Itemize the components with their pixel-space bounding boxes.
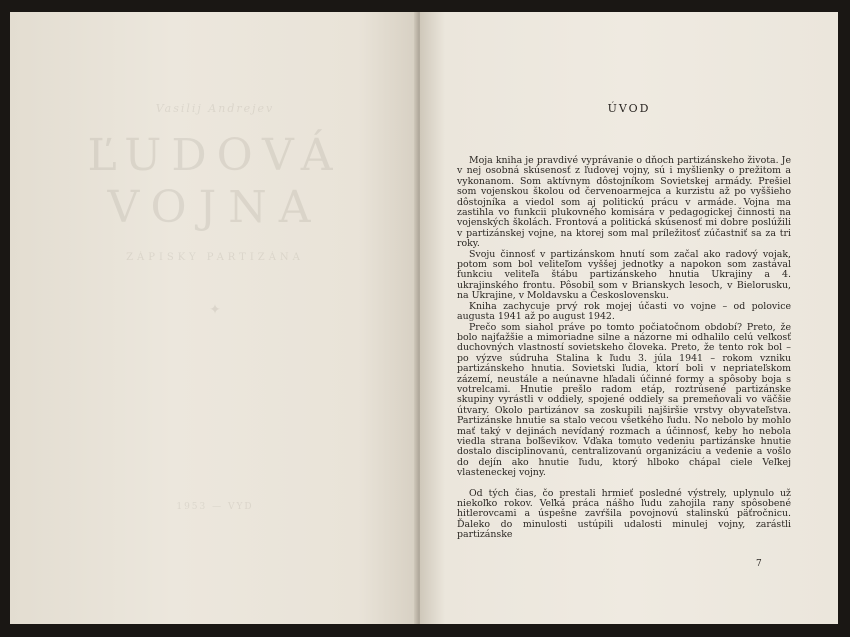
paragraph-2: Svoju činnosť v partizánskom hnutí som začal ako radový vojak, potom som bol veliteľom vyššej jednotky a napokon som zastával funkciu veliteľa štábu partizánskeho hnutia Ukrajiny a 4. ukrajinského frontu. Pôsobil som v Brianskych lesoch, v Bielorusku, na Ukrajine, v Moldavsku a Československu. (457, 248, 791, 302)
right-page (420, 12, 838, 624)
paragraph-5: Od tých čias, čo prestali hrmieť posledné výstrely, uplynulo už niekoľko rokov. Veľká práca nášho ľudu zahojila rany spôsobené hitlerovcami a úspešne zavŕšila povojnovú stalinskú päťročnicu. Ďaleko do minulosti ustúpili udalosti minulej vojny, zarástli partizánske (457, 487, 791, 541)
chapter-heading: ÚVOD (607, 102, 651, 115)
show-through-title-line-2: VOJNA (107, 182, 323, 233)
show-through-ornament-icon: ✦ (209, 302, 221, 318)
page-number: 7 (756, 559, 762, 569)
paragraph-3: Kniha zachycuje prvý rok mojej účasti vo vojne – od polovice augusta 1941 až po august 1942. (457, 300, 791, 323)
show-through-subtitle: ZÁPISKY PARTIZÁNA (126, 252, 304, 263)
show-through-author: Vasilij Andrejev (155, 102, 275, 115)
show-through-imprint: 1953 — VYD (176, 502, 254, 512)
left-page (10, 12, 420, 624)
paragraph-1: Moja kniha je pravdivé vyprávanie o dňoch partizánskeho života. Je v nej osobná skúsenosť z ľudovej vojny, sú i myšlienky o prežitom a vykonanom. Som aktívnym dôstojníkom Sovietskej armády. Prešiel som vojenskou školou od červenoarmejca a kurzistu až po vyššieho dôstojníka a viedol som aj politickú prácu v armáde. Vojna ma zastihla vo funkcii plukovného komisára v pedagogickej činnosti na vojenských školách. Frontová a politická skúsenosť mi dobre poslúžili v partizánskej vojne, na ktorej som mal príležitosť zúčastniť sa za tri roky. (457, 155, 791, 250)
paragraph-4: Prečo som siahol práve po tomto počiatočnom období? Preto, že bolo najťažšie a mimoriadne silne a názorne mi odhalilo celú veľkosť duchovných vlastností sovietskeho človeka. Preto, že tento rok bol – po výzve súdruha Stalina k ľudu 3. júla 1941 – rokom vzniku partizánskeho hnutia. Sovietski ľudia, ktorí boli v nepriateľskom zázemí, neustále a neúnavne hľadali účinné formy a spôsoby boja s votrelcami. Hnutie prešlo radom etáp, roztrúsené partizánske skupiny vyrástli v oddiely, spojené oddiely sa premeňovali vo väčšie útvary. Okolo partizánov sa zoskupili najširšie vrstvy obyvateľstva. Partizánske hnutie sa stalo vecou všetkého ľudu. No nebolo by mohlo mať taký v dejinách nevídaný rozmach a účinnosť, keby ho nebola viedla strana boľševikov. Vďaka tomuto vedeniu partizánske hnutie dostalo disciplinovanú, centralizovanú organizáciu a vedenie a vošlo do dejín ako hnutie ľudu, ktorý hlboko chápal ciele Veľkej vlasteneckej vojny. (457, 321, 791, 479)
show-through-title-line-1: ĽUDOVÁ (87, 130, 343, 181)
chapter-body (457, 156, 791, 541)
